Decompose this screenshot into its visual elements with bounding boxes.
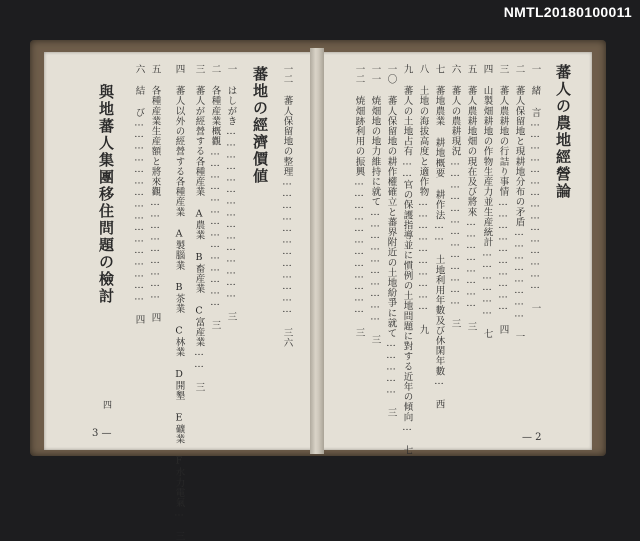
- toc-entry: 一二 焼畑跡利用の振興……………………………… 三: [353, 64, 365, 338]
- toc-entry: 七 蕃地農業 耕地概要 耕作法…… 土地利用年數及び休閑年數… 西: [433, 64, 445, 410]
- toc-entry: 二 蕃人保留地と現耕地分布の矛盾…………………… 一: [513, 64, 525, 342]
- left-section-title: 蕃地の經濟價値: [251, 66, 269, 185]
- toc-entry: 一二 蕃人保留地の整理……………………………… 三六: [281, 64, 293, 348]
- toc-entry: 一一 焼畑地の地力維持に就て………………………… 三: [369, 64, 381, 345]
- toc-entry: 一 緒 言……………………………………… 一: [529, 64, 541, 314]
- toc-entry: 一 はしがき……………………………………… 三: [225, 64, 237, 322]
- toc-entry: 四 蕃人以外の經營する各種産業 A製腦業 B茶業 C林業 D開墾 E礦業 F水力電氣… 三: [173, 64, 185, 541]
- book-gutter: [310, 48, 324, 454]
- toc-entry: 三 蕃人が經營する各種産業 A農業 B畜産業 C富産業…… 三: [193, 64, 205, 393]
- toc-entry: 六 結 び………………………………………… 四: [133, 64, 145, 325]
- right-page-title: 蕃人の農地經營論: [554, 64, 572, 200]
- toc-entry: 六 蕃人の農耕現況………………………………… 三: [449, 64, 461, 329]
- right-page-number: — 2: [522, 432, 542, 443]
- toc-entry: 二 各種産業概觀…………………………………… 三: [209, 64, 221, 331]
- final-title: 與地蕃人集團移住問題の檢討: [97, 84, 115, 305]
- toc-entry: 五 蕃人農耕地畑の現在及び將來…………………… 三: [465, 64, 477, 332]
- toc-entry: 九 蕃人の土地占有……官の保護指導並に慣例の土地問題に對する近年の傾向… 七: [401, 64, 413, 456]
- archive-id: NMTL20180100011: [503, 4, 632, 20]
- toc-entry: 一〇 蕃人保留地の耕作權確立と蕃界附近の土地紛爭に就て…………… 三: [385, 64, 397, 418]
- toc-entry: 三 蕃人農耕地の行詰り事情………………………… 四: [497, 64, 509, 335]
- toc-entry: 四 山製畑耕地の作物生産力並生産統計……………… 七: [481, 64, 493, 339]
- final-title-page: 四: [101, 400, 111, 409]
- left-page-number: 3 —: [92, 428, 112, 439]
- toc-entry: 五 各種産業生産額と將來觀……………………… 四: [149, 64, 161, 323]
- toc-entry: 八 土地の海拔高度と適作物………………………… 九: [417, 64, 429, 335]
